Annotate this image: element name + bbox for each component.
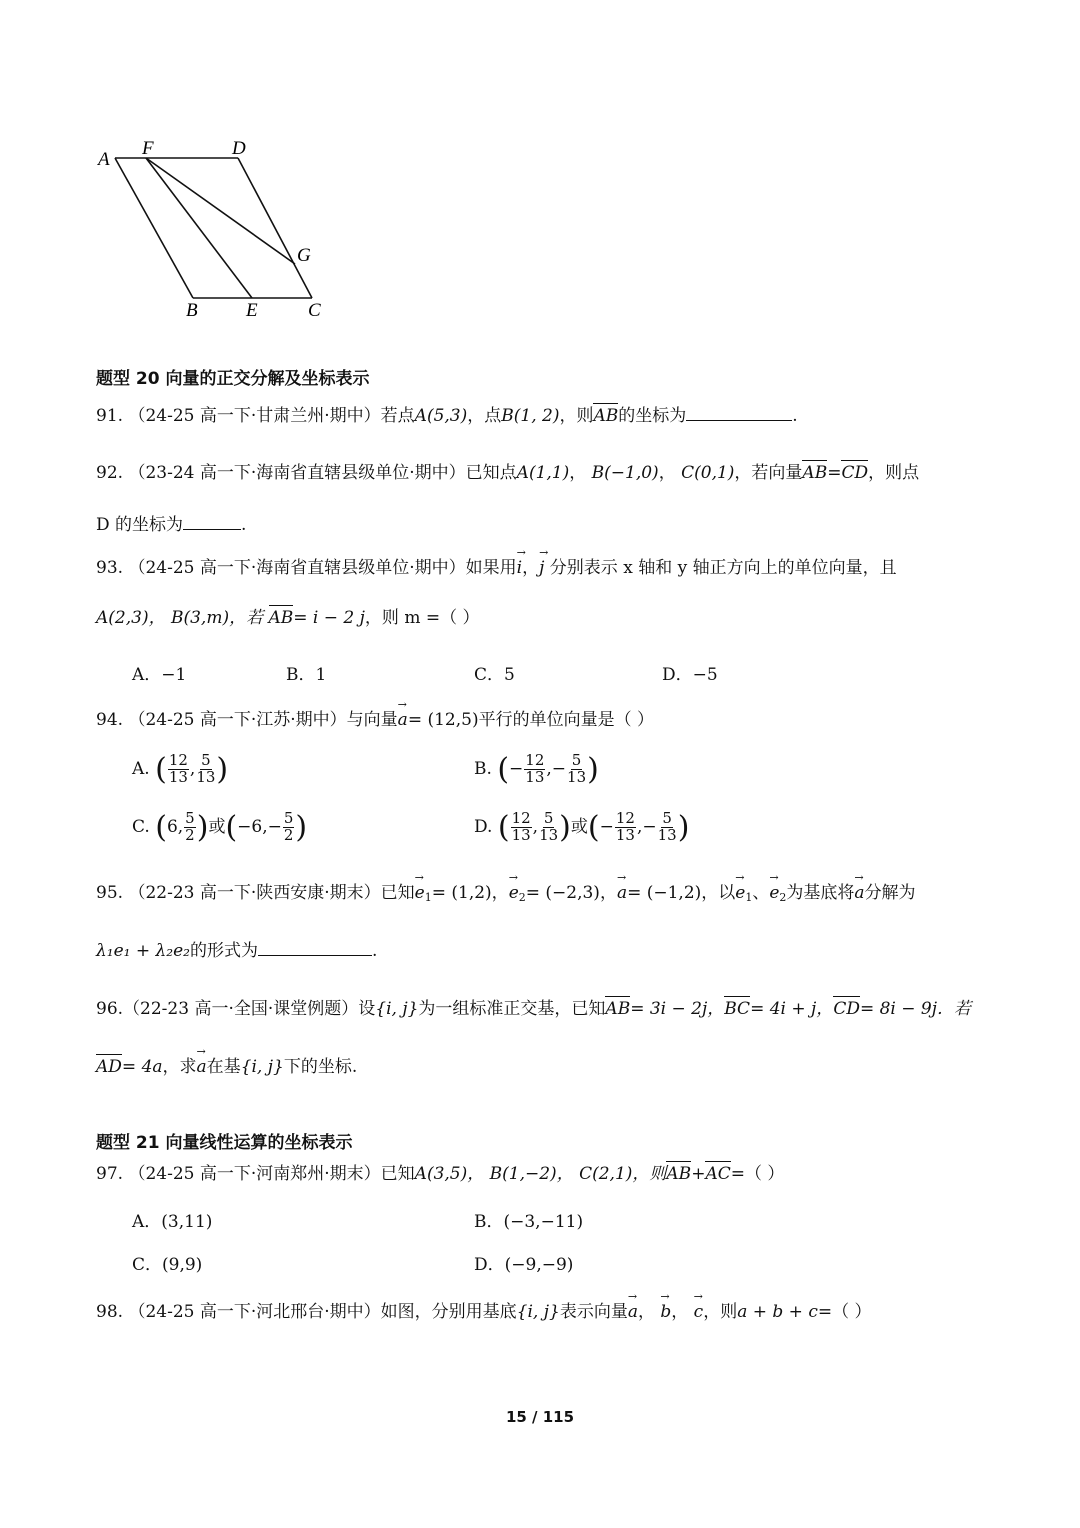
q95-e2-value: = (−2,3)， xyxy=(525,883,617,903)
paren-open: ( xyxy=(587,810,600,845)
q97-option-d[interactable]: D．(−9,−9) xyxy=(474,1255,574,1275)
frac-den: 13 xyxy=(539,826,559,844)
q98-text: 表示向量 xyxy=(559,1302,628,1322)
frac xyxy=(539,811,558,844)
frac xyxy=(524,753,545,786)
q96-bc-value: = 4i + j， xyxy=(750,999,834,1019)
label-E: E xyxy=(246,300,258,321)
frac-num: 5 xyxy=(543,809,554,828)
q96-basis-2: {i, j} xyxy=(240,1057,284,1077)
question-96-line2 xyxy=(96,1056,357,1078)
q92-number: 92. xyxy=(96,463,124,483)
frac-den: 13 xyxy=(168,768,188,786)
q91-point-a: A(5,3) xyxy=(414,406,468,426)
frac xyxy=(283,811,295,844)
q94-option-d[interactable]: D. ( $\frac{12}{13}$ , $\frac{5}{13}$ )或(− $\frac{12}{13}$ ,− $\frac{5}{13}$ ) xyxy=(474,809,690,845)
frac-num: 12 xyxy=(615,809,635,828)
question-95: 95. （22-23 高一下·陕西安康·期末）已知$e \to_1= (1,2)$，$e \to_2= (-2,3)$，a →= (−1,2)，以$e \to_1$、$e \to_2$为基底将a →分解为 xyxy=(96,882,916,905)
value-neg-six: −6,− xyxy=(237,817,282,837)
frac-num: 5 xyxy=(185,809,195,828)
frac xyxy=(168,753,189,786)
q95-number: 95. xyxy=(96,883,124,903)
q96-vector-bc: BC xyxy=(724,999,751,1019)
frac xyxy=(184,811,196,844)
q95-vector-e2b: e → xyxy=(769,882,779,904)
q94-source: （24-25 高一下·江苏·期中）与向量 xyxy=(128,710,398,730)
label-D: D xyxy=(232,138,246,159)
q94-expr: = (12,5) xyxy=(407,710,479,730)
frac-den: 13 xyxy=(657,826,677,844)
q93-sep: ， xyxy=(522,558,540,578)
label-G: G xyxy=(297,245,311,266)
paren-close: ) xyxy=(295,810,308,845)
q93-number: 93. xyxy=(96,558,124,578)
q93-point-b: B(3,m)，若 xyxy=(170,608,264,628)
q92-source: （23-24 高一下·海南省直辖县级单位·期中）已知点 xyxy=(128,463,517,483)
q96-vector-cd: CD xyxy=(833,999,860,1019)
section-heading-21: 题型 21 向量线性运算的坐标表示 xyxy=(96,1133,353,1153)
q92-line2: D 的坐标为 xyxy=(96,515,184,535)
q92-text: ，若向量 xyxy=(734,463,803,483)
q95-source: （22-23 高一下·陕西安康·期末）已知 xyxy=(128,883,415,903)
q91-text: ，点 xyxy=(467,406,502,426)
q95-line2-tail: 的形式为 xyxy=(189,941,258,961)
segment-FG xyxy=(146,158,295,264)
value-six: 6, xyxy=(166,817,184,837)
q94-tail: 平行的单位向量是（ ） xyxy=(478,710,654,730)
q95-tail: 为基底将 xyxy=(786,883,855,903)
minus-sign: − xyxy=(509,759,524,779)
frac-den: 13 xyxy=(511,826,531,844)
paren-close: ) xyxy=(196,810,209,845)
q97-tail: =（ ） xyxy=(730,1164,785,1184)
segment-BA xyxy=(115,158,193,298)
q97-vector-ab: AB xyxy=(666,1164,692,1184)
q97-vector-ac: AC xyxy=(705,1164,731,1184)
paren-close: ) xyxy=(559,810,571,845)
q94-option-c-label: C. xyxy=(132,817,150,837)
section-heading-20: 题型 20 向量的正交分解及坐标表示 xyxy=(96,369,370,389)
q97-option-b[interactable]: B．(−3,−11) xyxy=(474,1212,584,1232)
q95-vector-a: a → xyxy=(617,882,627,904)
q96-cd-value: = 8i − 9j．若 xyxy=(859,999,971,1019)
q91-vector-ab: AB xyxy=(593,406,619,426)
q98-expr: a + b + c xyxy=(737,1302,818,1322)
frac-num: 12 xyxy=(168,751,188,770)
q94-vector-a: a → xyxy=(398,709,408,731)
q96-line2b: 在基 xyxy=(206,1057,241,1077)
paren-open: ( xyxy=(497,810,510,845)
frac xyxy=(615,811,636,844)
page-number: 15 / 115 xyxy=(505,1408,575,1426)
q93-point-a: A(2,3)， xyxy=(96,608,166,628)
q97-option-c[interactable]: C．(9,9) xyxy=(132,1255,203,1275)
q95-dun: 、 xyxy=(752,883,770,903)
q97-source: （24-25 高一下·河南郑州·期末）已知 xyxy=(128,1164,415,1184)
q92-point-b: B(−1,0) xyxy=(591,463,659,483)
label-B: B xyxy=(186,300,198,321)
frac-den: 2 xyxy=(185,826,195,844)
q94-number: 94. xyxy=(96,710,124,730)
paren-close: ) xyxy=(216,752,229,787)
q91-text2: ，则 xyxy=(559,406,594,426)
or-text: 或 xyxy=(570,817,588,837)
q98-end: =（ ） xyxy=(817,1302,872,1322)
q93-option-b[interactable]: B．1 xyxy=(286,665,327,685)
q96-line2: ，求 xyxy=(162,1057,197,1077)
q98-vector-b: b → xyxy=(660,1301,671,1323)
q95-tail2: 分解为 xyxy=(864,883,916,903)
q96-ad-value: = 4a xyxy=(121,1057,163,1077)
frac-den: 13 xyxy=(615,826,635,844)
question-92: 92. （23-24 高一下·海南省直辖县级单位·期中）已知点A(1,1)， B(−1,0)， C(0,1)，若向量AB=CD，则点 xyxy=(96,463,920,483)
q95-end: . xyxy=(371,941,378,961)
q98-source: （24-25 高一下·河北邢台·期中）如图，分别用基底 xyxy=(128,1302,517,1322)
q95-expression: λ₁e₁ + λ₂e₂ xyxy=(96,941,190,961)
q93-unit-i: i → xyxy=(517,557,522,579)
q94-option-c[interactable] xyxy=(132,810,307,845)
q96-source: （22-23 高一·全国·课堂例题）设 xyxy=(123,999,376,1019)
minus-sign: − xyxy=(642,817,657,837)
q91-point-b: B(1, 2) xyxy=(501,406,560,426)
q92-point-a: A(1,1) xyxy=(516,463,570,483)
frac-den: 13 xyxy=(196,768,216,786)
q91-answer-blank[interactable] xyxy=(686,406,792,421)
minus-sign: − xyxy=(551,759,567,779)
q95-vector-e1b: e → xyxy=(735,882,745,904)
frac-num: 5 xyxy=(662,809,672,828)
segment-FE xyxy=(146,158,252,298)
question-92-line2 xyxy=(96,514,246,536)
q96-basis: {i, j} xyxy=(375,999,419,1019)
frac-num: 5 xyxy=(571,751,582,770)
q96-vector-ad: AD xyxy=(96,1057,122,1077)
frac-num: 12 xyxy=(525,751,545,770)
frac xyxy=(511,811,532,844)
q91-number: 91. xyxy=(96,406,124,426)
paren-open: ( xyxy=(155,810,167,845)
q98-number: 98. xyxy=(96,1302,124,1322)
q97-points: A(3,5)， B(1,−2)， C(2,1)，则 xyxy=(414,1164,667,1184)
frac-den: 13 xyxy=(567,768,587,786)
q93-vector-ab: AB xyxy=(268,608,294,628)
label-F: F xyxy=(142,138,154,159)
segment-DC xyxy=(238,158,312,298)
q96-ab-value: = 3i − 2j， xyxy=(630,999,725,1019)
question-97 xyxy=(96,1163,784,1185)
q92-vector-ab: AB xyxy=(802,463,828,483)
q98-basis: {i, j} xyxy=(516,1302,560,1322)
question-95-line2 xyxy=(96,940,377,962)
frac-num: 5 xyxy=(201,751,211,770)
q93-unit-j: j → xyxy=(539,557,544,579)
question-96 xyxy=(96,998,971,1020)
frac xyxy=(658,811,677,844)
q95-a-value: = (−1,2)，以 xyxy=(627,883,736,903)
q94-option-b-label: B. xyxy=(474,759,492,779)
frac-den: 13 xyxy=(525,768,545,786)
q94-option-a[interactable]: A. ( $\frac{12}{13}$ , $\frac{5}{13}$ ) xyxy=(132,751,229,787)
q93-expr: = i − 2 j xyxy=(293,608,365,628)
q91-tail: 的坐标为 xyxy=(618,406,687,426)
frac-num: 5 xyxy=(283,809,294,828)
paren-open: ( xyxy=(225,810,238,845)
paren-close: ) xyxy=(677,810,690,845)
q91-source: （24-25 高一下·甘肃兰州·期中）若点 xyxy=(128,406,415,426)
q98-vector-a: a → xyxy=(628,1301,638,1323)
paren-open: ( xyxy=(497,752,510,787)
frac-den: 2 xyxy=(283,826,294,844)
q97-plus: + xyxy=(691,1164,706,1184)
q92-answer-blank[interactable] xyxy=(183,515,241,530)
frac xyxy=(196,753,215,786)
paren-close: ) xyxy=(587,752,599,787)
q96-vector-ab: AB xyxy=(605,999,631,1019)
q94-option-a-label: A. xyxy=(132,759,150,779)
question-94 xyxy=(96,709,654,731)
or-text: 或 xyxy=(208,817,226,837)
q95-vector-e1: e → xyxy=(415,882,425,904)
q93-option-d[interactable]: D．−5 xyxy=(662,665,718,685)
q93-text: 分别表示 x 轴和 y 轴正方向上的单位向量，且 xyxy=(549,558,897,578)
q95-answer-blank[interactable] xyxy=(258,941,372,956)
q97-option-a[interactable]: A．(3,11) xyxy=(132,1212,213,1232)
q96-number: 96. xyxy=(96,999,124,1019)
q94-option-b[interactable]: B. (− $\frac{12}{13}$ ,− $\frac{5}{13}$ ) xyxy=(474,751,599,787)
q93-option-c[interactable]: C．5 xyxy=(474,665,515,685)
question-98: 98. （24-25 高一下·河北邢台·期中）如图，分别用基底{i, j}表示向量a →， b →， c →，则a + b + c=（ ） xyxy=(96,1301,872,1323)
question-93-line2 xyxy=(96,607,480,629)
q92-point-c: C(0,1) xyxy=(681,463,735,483)
question-91 xyxy=(96,405,798,427)
q96-line2c: 下的坐标. xyxy=(283,1057,358,1077)
parallelogram-figure xyxy=(90,130,340,330)
label-C: C xyxy=(308,300,321,321)
q93-source: （24-25 高一下·海南省直辖县级单位·期中）如果用 xyxy=(128,558,517,578)
q92-vector-cd: CD xyxy=(841,463,869,483)
q96-text1: 为一组标准正交基，已知 xyxy=(418,999,606,1019)
q97-number: 97. xyxy=(96,1164,124,1184)
q92-eq: = xyxy=(827,463,842,483)
frac-num: 12 xyxy=(511,809,531,828)
q95-vector-a2: a → xyxy=(854,882,864,904)
q95-vector-e2: e → xyxy=(509,882,519,904)
frac xyxy=(567,753,586,786)
q93-tail: ，则 m =（ ） xyxy=(364,608,480,628)
q93-option-a[interactable]: A．−1 xyxy=(132,665,187,685)
paren-open: ( xyxy=(155,752,167,787)
minus-sign: − xyxy=(599,817,614,837)
q92-end: . xyxy=(241,515,247,535)
label-A: A xyxy=(98,149,110,170)
q94-option-d-label: D. xyxy=(474,817,493,837)
q96-vector-a: a → xyxy=(197,1056,207,1078)
q98-vector-c: c → xyxy=(694,1301,704,1323)
question-93 xyxy=(96,557,897,579)
q95-e1-value: = (1,2)， xyxy=(431,883,509,903)
q98-tail: ，则 xyxy=(703,1302,738,1322)
q91-end: . xyxy=(792,406,798,426)
q92-tail: ，则点 xyxy=(868,463,920,483)
